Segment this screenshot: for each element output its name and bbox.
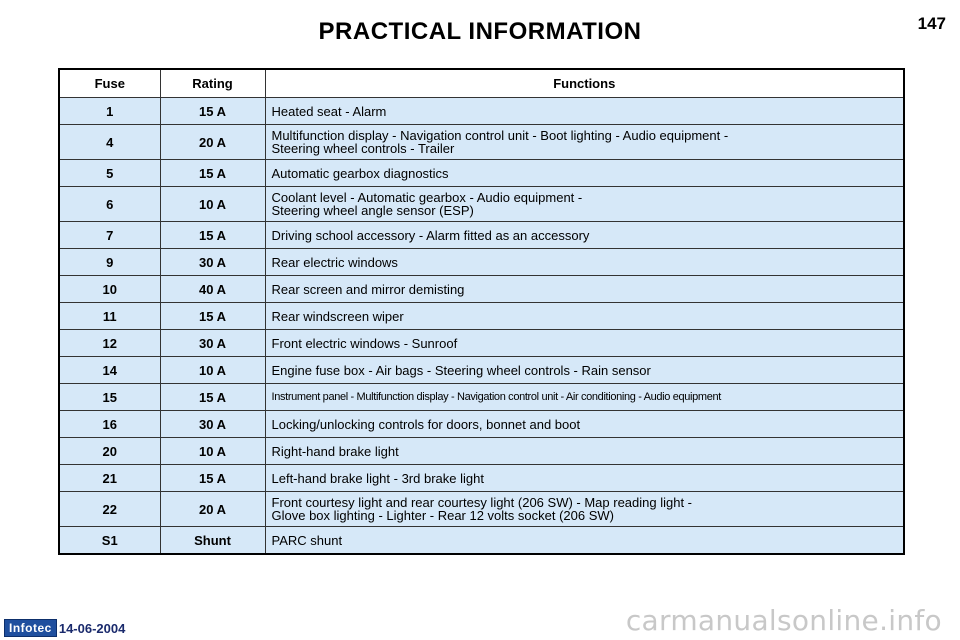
fuse-rating: 10 A bbox=[160, 357, 265, 384]
functions-line: Driving school accessory - Alarm fitted as an accessory bbox=[271, 227, 590, 243]
fuse-functions bbox=[265, 187, 904, 222]
fuse-functions bbox=[265, 276, 904, 303]
table-row bbox=[59, 222, 904, 249]
fuse-rating: 10 A bbox=[160, 438, 265, 465]
fuse-functions bbox=[265, 438, 904, 465]
fuse-number: S1 bbox=[59, 527, 160, 555]
fuse-number: 12 bbox=[59, 330, 160, 357]
functions-line: PARC shunt bbox=[271, 532, 343, 548]
functions-line: Coolant level - Automatic gearbox - Audio equipment - bbox=[271, 190, 583, 205]
fuse-rating: 15 A bbox=[160, 303, 265, 330]
table-row bbox=[59, 249, 904, 276]
table-row bbox=[59, 125, 904, 160]
fuse-functions bbox=[265, 160, 904, 187]
fuse-rating: 30 A bbox=[160, 411, 265, 438]
table-header-row bbox=[59, 69, 904, 98]
fuse-number: 1 bbox=[59, 98, 160, 125]
footer bbox=[4, 619, 125, 637]
fuse-functions bbox=[265, 303, 904, 330]
functions-line: Automatic gearbox diagnostics bbox=[271, 165, 449, 181]
fuse-functions bbox=[265, 357, 904, 384]
table-row bbox=[59, 330, 904, 357]
fuse-number: 4 bbox=[59, 125, 160, 160]
fuse-rating: 15 A bbox=[160, 222, 265, 249]
page-title: PRACTICAL INFORMATION bbox=[318, 18, 642, 45]
fuse-number: 10 bbox=[59, 276, 160, 303]
fuse-table bbox=[58, 68, 905, 555]
column-header-functions: Functions bbox=[265, 69, 904, 98]
functions-line: Front electric windows - Sunroof bbox=[271, 335, 458, 351]
fuse-rating: 20 A bbox=[160, 492, 265, 527]
fuse-number: 14 bbox=[59, 357, 160, 384]
fuse-rating: 15 A bbox=[160, 160, 265, 187]
table-row bbox=[59, 492, 904, 527]
table-row bbox=[59, 411, 904, 438]
column-header-rating: Rating bbox=[160, 69, 265, 98]
fuse-functions bbox=[265, 249, 904, 276]
fuse-rating: 30 A bbox=[160, 330, 265, 357]
fuse-number: 7 bbox=[59, 222, 160, 249]
functions-line: Rear windscreen wiper bbox=[271, 308, 404, 324]
table-row bbox=[59, 187, 904, 222]
infotec-logo: Infotec bbox=[4, 619, 57, 637]
fuse-functions bbox=[265, 411, 904, 438]
column-header-fuse: Fuse bbox=[59, 69, 160, 98]
fuse-rating: 40 A bbox=[160, 276, 265, 303]
table-row bbox=[59, 276, 904, 303]
fuse-functions bbox=[265, 125, 904, 160]
fuse-functions bbox=[265, 492, 904, 527]
fuse-rating: 30 A bbox=[160, 249, 265, 276]
fuse-rating: 10 A bbox=[160, 187, 265, 222]
functions-line: Front courtesy light and rear courtesy light (206 SW) - Map reading light - bbox=[271, 495, 693, 510]
table-row bbox=[59, 303, 904, 330]
fuse-number: 5 bbox=[59, 160, 160, 187]
print-date: 14-06-2004 bbox=[58, 620, 126, 636]
functions-line: Glove box lighting - Lighter - Rear 12 volts socket (206 SW) bbox=[271, 508, 614, 523]
fuse-rating: 15 A bbox=[160, 465, 265, 492]
watermark: carmanualsonline.info bbox=[625, 604, 942, 637]
functions-line: Right-hand brake light bbox=[271, 443, 399, 459]
fuse-number: 9 bbox=[59, 249, 160, 276]
fuse-rating: 15 A bbox=[160, 98, 265, 125]
fuse-functions bbox=[265, 384, 904, 411]
functions-line: Multifunction display - Navigation control unit - Boot lighting - Audio equipment - bbox=[271, 128, 729, 143]
fuse-number: 21 bbox=[59, 465, 160, 492]
fuse-functions bbox=[265, 330, 904, 357]
fuse-number: 20 bbox=[59, 438, 160, 465]
fuse-rating: 20 A bbox=[160, 125, 265, 160]
table-row bbox=[59, 160, 904, 187]
fuse-functions bbox=[265, 465, 904, 492]
table-row bbox=[59, 384, 904, 411]
fuse-rating: 15 A bbox=[160, 384, 265, 411]
table-row bbox=[59, 527, 904, 555]
functions-line: Left-hand brake light - 3rd brake light bbox=[271, 470, 484, 486]
fuse-functions bbox=[265, 222, 904, 249]
fuse-rating: Shunt bbox=[160, 527, 265, 555]
table-row bbox=[59, 465, 904, 492]
fuse-number: 16 bbox=[59, 411, 160, 438]
fuse-number: 15 bbox=[59, 384, 160, 411]
functions-line: Rear electric windows bbox=[271, 254, 398, 270]
functions-line: Steering wheel controls - Trailer bbox=[271, 141, 455, 156]
functions-line: Steering wheel angle sensor (ESP) bbox=[271, 203, 474, 218]
functions-line: Engine fuse box - Air bags - Steering wheel controls - Rain sensor bbox=[271, 362, 651, 378]
fuse-functions bbox=[265, 98, 904, 125]
functions-line: Rear screen and mirror demisting bbox=[271, 281, 465, 297]
page-number: 147 bbox=[917, 14, 946, 33]
fuse-number: 11 bbox=[59, 303, 160, 330]
functions-line: Instrument panel - Multifunction display - Navigation control unit - Air conditioning - Audio equipment bbox=[271, 390, 721, 403]
table-row bbox=[59, 357, 904, 384]
fuse-functions bbox=[265, 527, 904, 555]
fuse-number: 6 bbox=[59, 187, 160, 222]
functions-line: Locking/unlocking controls for doors, bonnet and boot bbox=[271, 416, 581, 432]
fuse-number: 22 bbox=[59, 492, 160, 527]
table-row bbox=[59, 438, 904, 465]
table-row bbox=[59, 98, 904, 125]
functions-line: Heated seat - Alarm bbox=[271, 103, 387, 119]
